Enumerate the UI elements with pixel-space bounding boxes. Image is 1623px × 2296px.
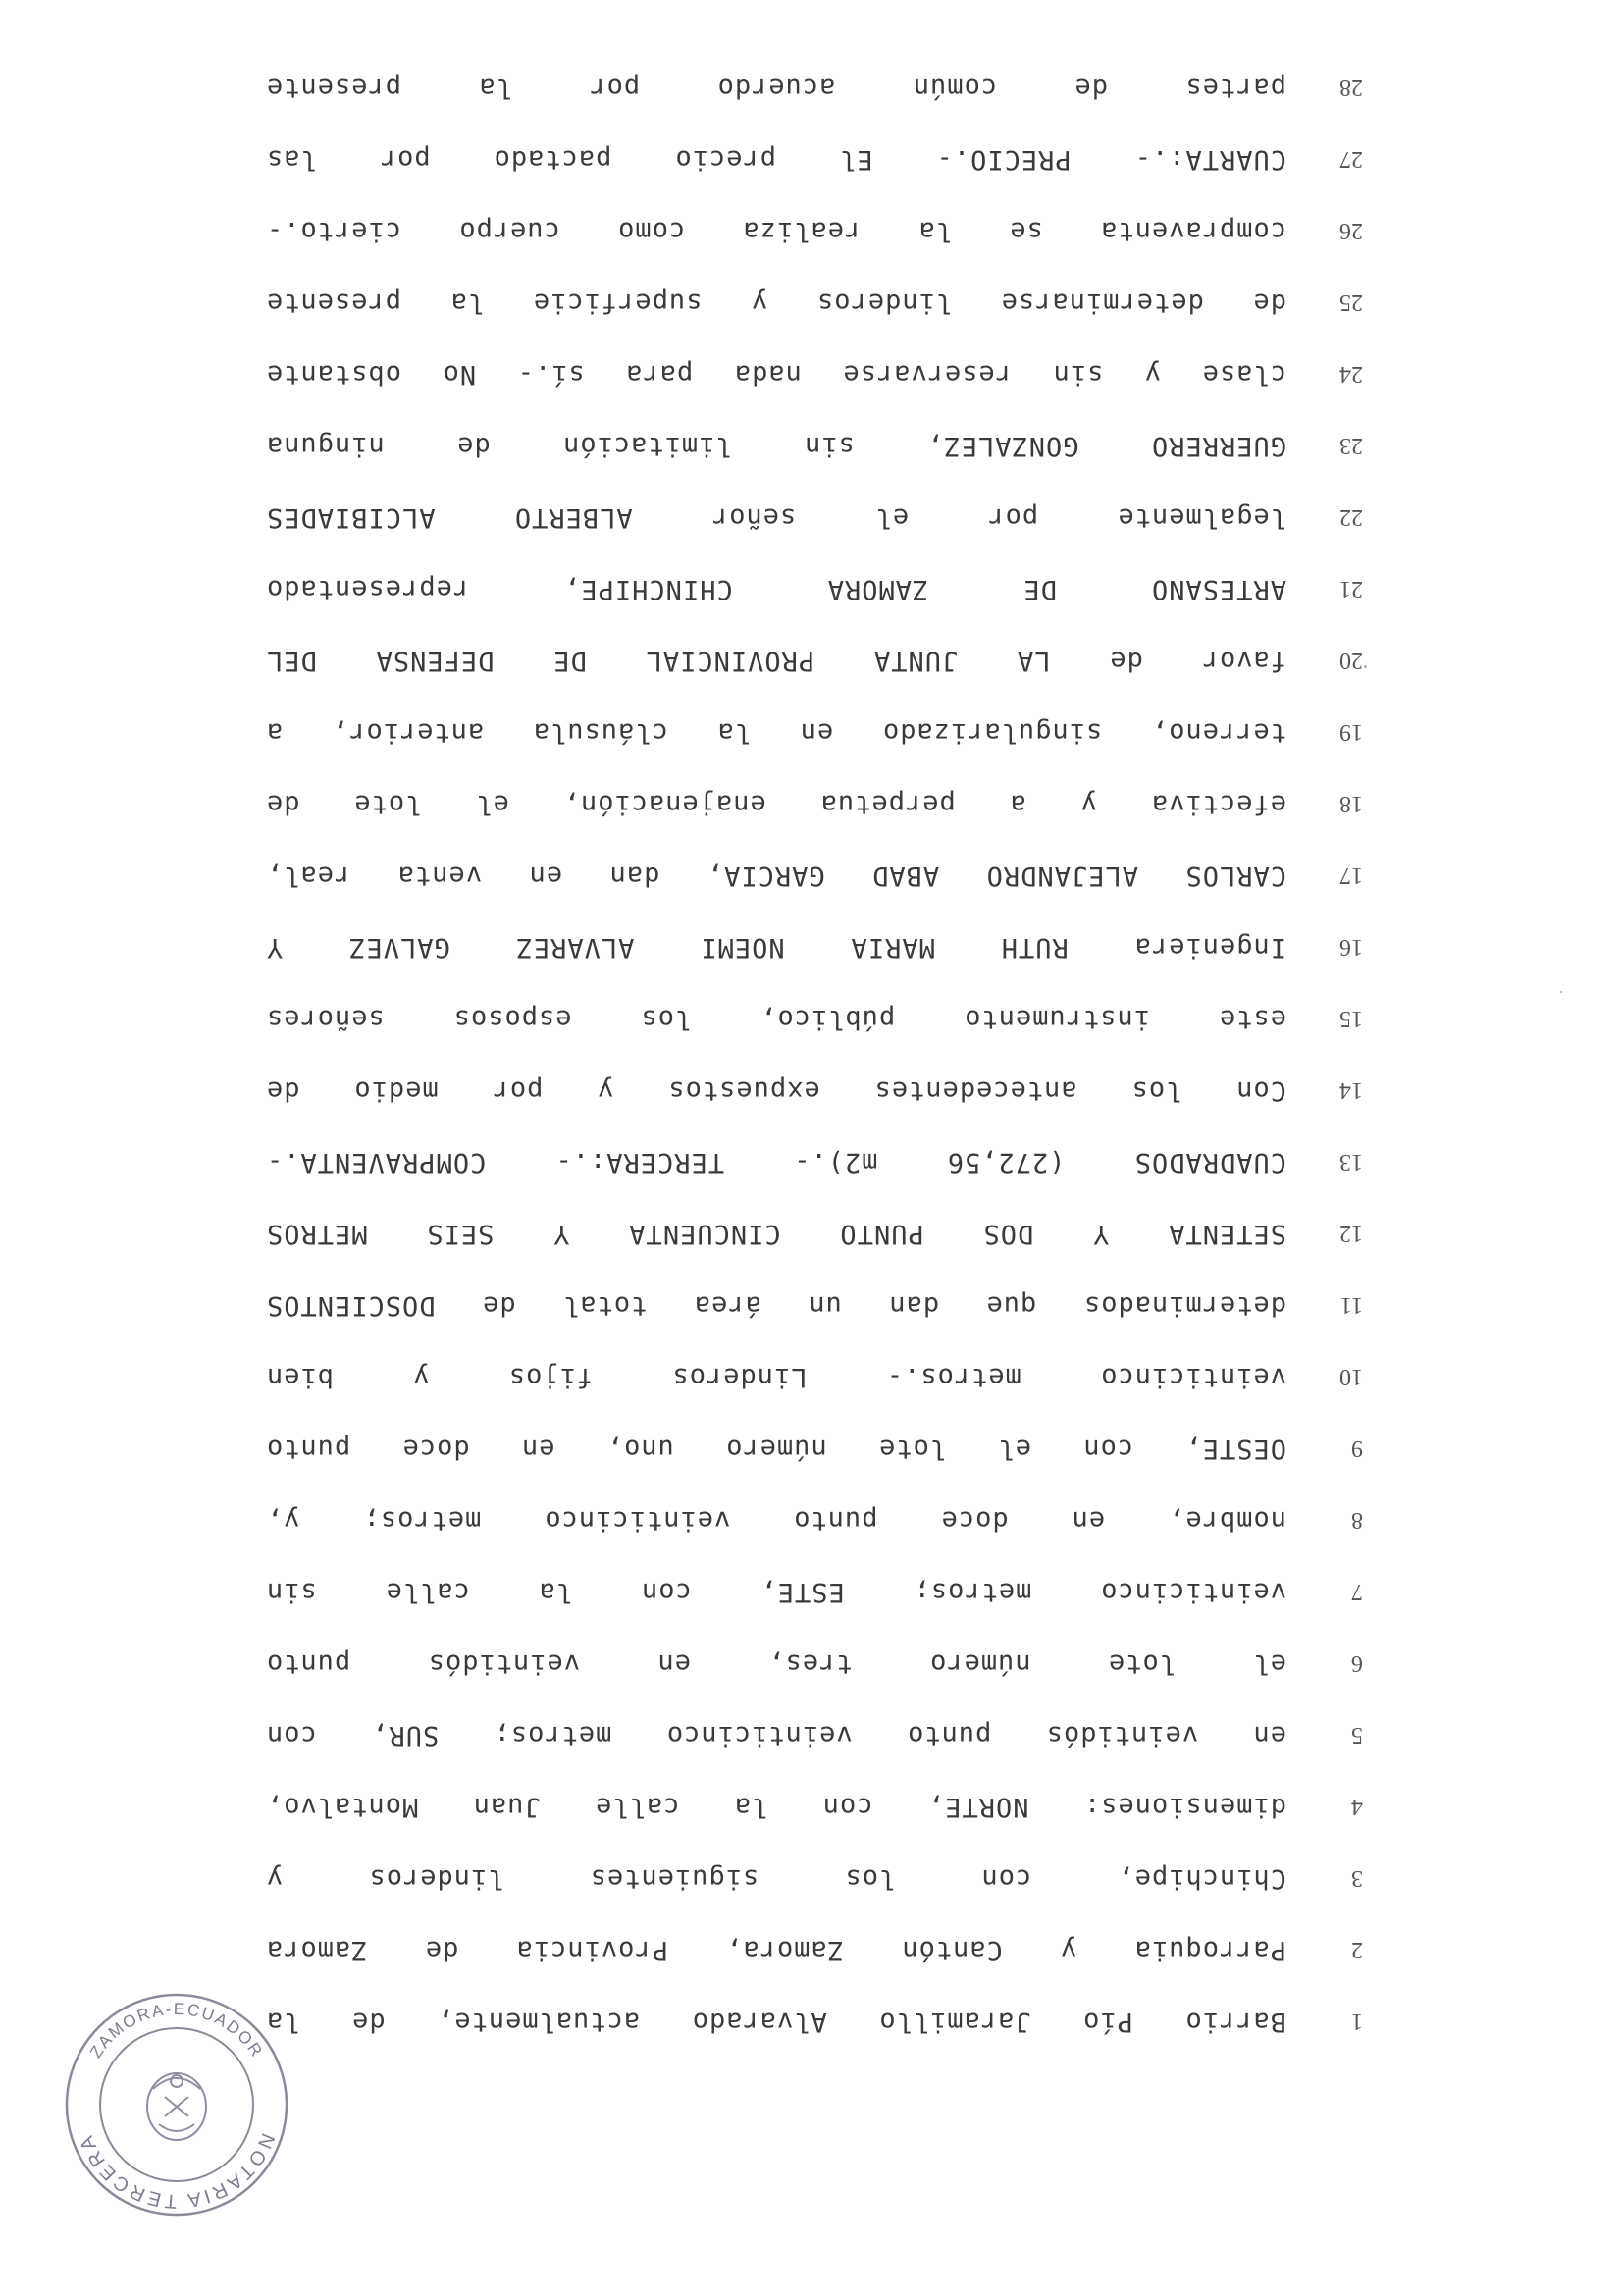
- line-text: el lote número tres, en veintidós punto: [266, 1648, 1286, 1679]
- document-line: [235, 1644, 1363, 1683]
- line-number: 12: [1339, 1221, 1363, 1246]
- line-number: 25: [1339, 289, 1363, 315]
- line-number: 22: [1339, 504, 1363, 530]
- svg-text:NOTARIA TERCERA: [75, 2130, 278, 2212]
- seal-lower-text: ZAMORA-ECUADOR: [85, 1999, 268, 2061]
- line-text: compraventa se la realiza como cuerpo cierto.-: [266, 216, 1286, 246]
- line-text: legalmente por el señor ALBERTO ALCIBIADES: [266, 502, 1286, 533]
- line-text: en veintidós punto veinticinco metros; SUR, con: [266, 1720, 1286, 1750]
- line-number: 27: [1339, 146, 1363, 172]
- line-number: 2: [1351, 1937, 1363, 1962]
- line-text: efectiva y a perpetua enajenación, el lote de: [266, 789, 1286, 819]
- line-number: 15: [1339, 1006, 1363, 1031]
- seal-graphic: [59, 1987, 294, 2222]
- line-text: dimensiones: NORTE, con la calle Juan Montalvo,: [266, 1792, 1286, 1822]
- line-number: 1: [1351, 2009, 1363, 2034]
- document-line: [235, 1142, 1363, 1181]
- line-number: 5: [1351, 1722, 1363, 1748]
- line-text: GUERRERO GONZALEZ, sin limitación de ninguna: [266, 431, 1286, 461]
- scan-mark: [1364, 665, 1367, 668]
- seal-upper-text: NOTARIA TERCERA: [75, 2129, 279, 2213]
- line-number: 8: [1351, 1507, 1363, 1533]
- line-text: Chinchipe, con los siguientes linderos y: [266, 1863, 1286, 1894]
- line-text: Con los antecedentes expuestos y por medio de: [266, 1075, 1286, 1106]
- line-text: Barrio Pío Jaramillo Alvarado actualmente, de la: [266, 2007, 1286, 2037]
- seal-inner-ring: [100, 2028, 253, 2181]
- document-line: [235, 712, 1363, 752]
- line-text: veinticinco metros.- Linderos fijos y bien: [266, 1362, 1286, 1392]
- line-number: 17: [1339, 862, 1363, 888]
- line-text: OESTE, con el lote número uno, en doce punto: [266, 1434, 1286, 1464]
- line-text: CARLOS ALEJANDRO ABAD GARCIA, dan en venta real,: [266, 861, 1286, 891]
- document-line: [235, 68, 1363, 107]
- notary-seal: [59, 1987, 294, 2222]
- line-number: 26: [1339, 218, 1363, 243]
- line-number: 14: [1339, 1077, 1363, 1103]
- document-line: [235, 1930, 1363, 1969]
- line-number: 11: [1339, 1292, 1363, 1318]
- line-number: 19: [1339, 719, 1363, 745]
- document-line: [235, 856, 1363, 895]
- line-number: 23: [1339, 433, 1363, 458]
- document-line: [235, 927, 1363, 966]
- document-line: [235, 1787, 1363, 1826]
- document-line: [235, 426, 1363, 465]
- line-text: favor de LA JUNTA PROVINCIAL DE DEFENSA DEL: [266, 646, 1286, 676]
- document-line: [235, 1285, 1363, 1325]
- line-text: nombre, en doce punto veinticinco metros; y,: [266, 1505, 1286, 1536]
- document-line: [235, 211, 1363, 250]
- document-line: [235, 1858, 1363, 1898]
- line-number: 24: [1339, 361, 1363, 387]
- line-text: terreno, singularizado en la cláusula anterior, a: [266, 717, 1286, 748]
- scan-mark: [1560, 991, 1562, 993]
- line-number: 20: [1339, 648, 1363, 673]
- line-text: partes de común acuerdo por la presente: [266, 73, 1286, 103]
- document-line: [235, 784, 1363, 823]
- document-line: [235, 1357, 1363, 1396]
- line-number: 21: [1339, 576, 1363, 601]
- line-number: 18: [1339, 791, 1363, 816]
- line-text: veinticinco metros; ESTE, con la calle sin: [266, 1577, 1286, 1607]
- document-line: [235, 283, 1363, 322]
- document-line: [235, 1214, 1363, 1253]
- document-line: [235, 139, 1363, 179]
- line-text: SETENTA Y DOS PUNTO CINCUENTA Y SEIS METROS: [266, 1219, 1286, 1249]
- document-line: [235, 641, 1363, 680]
- document-line: [235, 1715, 1363, 1754]
- document-line: [235, 1572, 1363, 1611]
- document-line: [235, 999, 1363, 1038]
- line-number: 28: [1339, 75, 1363, 100]
- line-text: determinados que dan un área total de DOSCIENTOS: [266, 1290, 1286, 1321]
- document-line: [235, 1500, 1363, 1539]
- line-text: ARTESANO DE ZAMORA CHINCHIPE, representado: [266, 574, 1286, 604]
- document-line: [235, 1070, 1363, 1110]
- line-number: 7: [1351, 1579, 1363, 1604]
- document-line: [235, 2002, 1363, 2041]
- line-number: 4: [1351, 1794, 1363, 1819]
- line-text: este instrumento público, los esposos señores: [266, 1004, 1286, 1034]
- line-text: Parroquia y Cantón Zamora, Provincia de Zamora: [266, 1935, 1286, 1965]
- document-line: [235, 354, 1363, 393]
- line-text: CUADRADOS (272,56 m2).- TERCERA:.- COMPRAVENTA.-: [266, 1147, 1286, 1177]
- document-line: [235, 497, 1363, 537]
- line-number: 16: [1339, 934, 1363, 960]
- line-number: 10: [1339, 1364, 1363, 1389]
- line-number: 6: [1351, 1650, 1363, 1676]
- line-text: de determinarse linderos y superficie la presente: [266, 287, 1286, 318]
- seal-emblem-icon: [147, 2073, 206, 2140]
- line-text: CUARTA:.- PRECIO.- El precio pactado por las: [266, 144, 1286, 175]
- line-number: 13: [1339, 1149, 1363, 1174]
- document-line: [235, 1429, 1363, 1468]
- line-text: clase y sin reservarse nada para sí.- No obstante: [266, 359, 1286, 390]
- line-number: 9: [1351, 1435, 1363, 1461]
- line-text: Ingeniera RUTH MARIA NOEMI ALVAREZ GALVEZ Y: [266, 932, 1286, 963]
- svg-text:ZAMORA-ECUADOR: [86, 2000, 267, 2061]
- document-line: [235, 569, 1363, 608]
- line-number: 3: [1351, 1865, 1363, 1891]
